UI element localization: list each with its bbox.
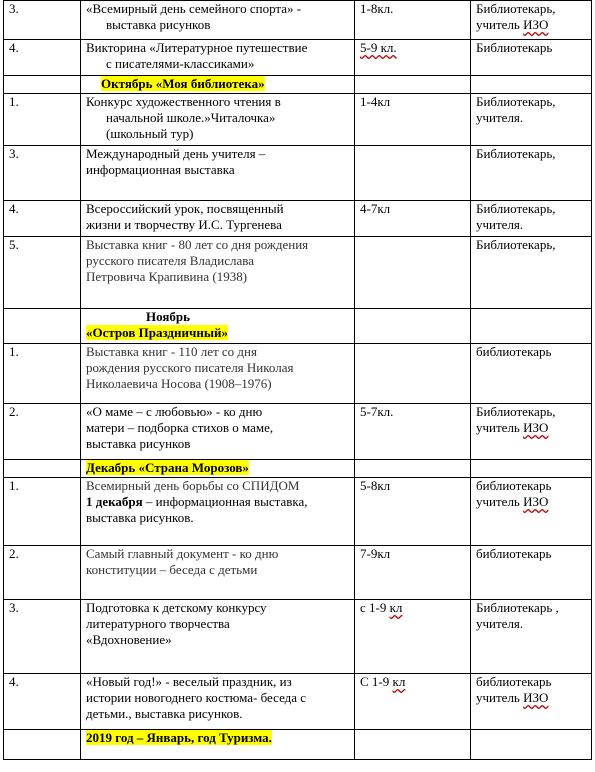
responsible-line: учителя. xyxy=(476,616,524,631)
responsible-cell: Библиотекарь, xyxy=(471,237,592,309)
row-number: 4. xyxy=(4,674,81,730)
responsible-text: ИЗО xyxy=(523,420,549,435)
responsible-text: учитель xyxy=(476,420,524,435)
responsible-text: ИЗО xyxy=(523,690,549,705)
event-line: «Новый год!» - веселый праздник, из xyxy=(86,674,292,689)
event-line: литературного творчества xyxy=(86,616,230,631)
responsible-line xyxy=(476,494,587,510)
responsible-text: учитель xyxy=(476,690,524,705)
table-row xyxy=(4,94,592,146)
responsible-cell: библиотекарь xyxy=(471,546,592,600)
class-cell xyxy=(355,237,471,309)
month-heading: Декабрь «Страна Морозов» xyxy=(86,460,249,475)
row-number: 2. xyxy=(4,404,81,460)
event-line: информационная выставка xyxy=(86,162,235,177)
month-heading: Октябрь «Моя библиотека» xyxy=(101,76,265,91)
class-text: кл xyxy=(389,600,403,615)
class-cell: 5-7кл. xyxy=(355,404,471,460)
event-cell xyxy=(81,1,355,40)
responsible-line xyxy=(476,17,587,33)
event-line: «Вдохновение» xyxy=(86,632,172,647)
responsible-line: Библиотекарь, xyxy=(476,1,556,16)
class-cell xyxy=(355,600,471,674)
class-cell: 7-9кл xyxy=(355,546,471,600)
responsible-line xyxy=(476,690,587,706)
responsible-line: Библиотекарь, xyxy=(476,404,556,419)
event-line: детьми., выставка рисунков. xyxy=(86,706,243,721)
table-row xyxy=(4,344,592,404)
row-number: 3. xyxy=(4,600,81,674)
row-number: 1. xyxy=(4,478,81,546)
responsible-cell: Библиотекарь xyxy=(471,40,592,76)
class-cell: 5-8кл xyxy=(355,478,471,546)
responsible-cell xyxy=(471,674,592,730)
month-row xyxy=(4,76,592,94)
responsible-text: ИЗО xyxy=(523,494,549,509)
responsible-cell: Библиотекарь, xyxy=(471,146,592,201)
event-line: начальной школе.»Читалочка» xyxy=(106,110,276,125)
event-cell xyxy=(81,674,355,730)
events-plan-table xyxy=(3,0,592,760)
responsible-cell xyxy=(471,94,592,146)
responsible-line: Библиотекарь, xyxy=(476,94,556,109)
event-line: Самый главный документ - ко дню xyxy=(86,546,279,561)
event-line: рождения русского писателя Николая xyxy=(86,360,294,375)
responsible-text: ИЗО xyxy=(523,17,549,32)
responsible-text: учитель xyxy=(476,17,524,32)
row-number: 3. xyxy=(4,146,81,201)
event-line xyxy=(86,494,350,510)
event-cell xyxy=(81,146,355,201)
responsible-line xyxy=(476,420,587,436)
event-line: выставка рисунков. xyxy=(86,510,194,525)
event-line: выставка рисунков xyxy=(106,17,211,32)
table-row xyxy=(4,546,592,600)
event-cell xyxy=(81,600,355,674)
responsible-cell xyxy=(471,404,592,460)
table-row xyxy=(4,1,592,40)
event-cell xyxy=(81,237,355,309)
month-heading: «Остров Праздничный» xyxy=(86,325,228,340)
month-heading-cell xyxy=(81,76,355,94)
event-line: Выставка книг - 80 лет со дня рождения xyxy=(86,237,309,252)
row-number: 5. xyxy=(4,237,81,309)
event-cell xyxy=(81,201,355,237)
event-line: Международный день учителя – xyxy=(86,146,266,161)
responsible-line: учителя. xyxy=(476,217,524,232)
table-row xyxy=(4,600,592,674)
class-cell: 1-4кл xyxy=(355,94,471,146)
month-heading-cell xyxy=(81,309,355,344)
event-cell xyxy=(81,94,355,146)
class-cell xyxy=(355,146,471,201)
class-text: с 1-9 xyxy=(360,600,390,615)
event-line: выставка рисунков xyxy=(86,436,191,451)
event-line: Конкурс художественного чтения в xyxy=(86,94,281,109)
table-row xyxy=(4,146,592,201)
month-row xyxy=(4,460,592,478)
table-row xyxy=(4,237,592,309)
table-row xyxy=(4,478,592,546)
event-line: «О маме – с любовью» - ко дню xyxy=(86,404,263,419)
responsible-cell xyxy=(471,201,592,237)
event-line: истории новогоднего костюма- беседа с xyxy=(86,690,307,705)
month-row xyxy=(4,309,592,344)
event-line: «Всемирный день семейного спорта» - xyxy=(86,1,302,16)
row-number: 3. xyxy=(4,1,81,40)
event-line: матери – подборка стихов о маме, xyxy=(86,420,274,435)
event-line: Подготовка к детскому конкурсу xyxy=(86,600,267,615)
row-number: 1. xyxy=(4,94,81,146)
event-line: Всемирный день борьбы со СПИДОМ xyxy=(86,478,300,493)
event-line: русского писателя Владислава xyxy=(86,253,254,268)
month-heading-cell xyxy=(81,730,355,760)
class-text: кл xyxy=(392,674,406,689)
responsible-line: Библиотекарь, xyxy=(476,201,556,216)
responsible-line: библиотекарь xyxy=(476,478,552,493)
event-line: с писателями-классиками» xyxy=(106,56,255,71)
event-line: Выставка книг - 110 лет со дня xyxy=(86,344,257,359)
event-cell xyxy=(81,344,355,404)
row-number: 2. xyxy=(4,546,81,600)
responsible-cell xyxy=(471,600,592,674)
class-cell xyxy=(355,40,471,76)
event-cell xyxy=(81,40,355,76)
class-cell xyxy=(355,674,471,730)
responsible-cell: библиотекарь xyxy=(471,344,592,404)
row-number: 1. xyxy=(4,344,81,404)
table-row xyxy=(4,201,592,237)
responsible-line: Библиотекарь , xyxy=(476,600,559,615)
event-cell xyxy=(81,546,355,600)
class-text: 5-9 кл. xyxy=(360,40,397,55)
class-cell: 1-8кл. xyxy=(355,1,471,40)
month-row xyxy=(4,730,592,760)
month-heading: Ноябрь xyxy=(146,309,191,324)
responsible-cell xyxy=(471,478,592,546)
row-number: 4. xyxy=(4,40,81,76)
event-line: Петровича Крапивина (1938) xyxy=(86,269,248,284)
event-line: Николаевича Носова (1908–1976) xyxy=(86,376,272,391)
month-heading-cell xyxy=(81,460,355,478)
event-line: конституции – беседа с детьми xyxy=(86,562,258,577)
event-cell xyxy=(81,404,355,460)
responsible-cell xyxy=(471,1,592,40)
event-line: Всероссийский урок, посвященный xyxy=(86,201,284,216)
table-row xyxy=(4,40,592,76)
class-cell xyxy=(355,344,471,404)
table-row xyxy=(4,404,592,460)
responsible-line: учителя. xyxy=(476,110,524,125)
responsible-line: библиотекарь xyxy=(476,674,552,689)
event-line: жизни и творчеству И.С. Тургенева xyxy=(86,217,282,232)
responsible-text: учитель xyxy=(476,494,524,509)
class-cell: 4-7кл xyxy=(355,201,471,237)
month-heading: 2019 год – Январь, год Туризма. xyxy=(86,730,272,745)
table-row xyxy=(4,674,592,730)
event-line: Викторина «Литературное путешествие xyxy=(86,40,308,55)
class-text: С 1-9 xyxy=(360,674,393,689)
row-number: 4. xyxy=(4,201,81,237)
event-date: 1 декабря xyxy=(86,494,143,509)
event-cell xyxy=(81,478,355,546)
event-line: (школьный тур) xyxy=(106,126,194,141)
event-text: – информационная выставка, xyxy=(142,494,308,509)
